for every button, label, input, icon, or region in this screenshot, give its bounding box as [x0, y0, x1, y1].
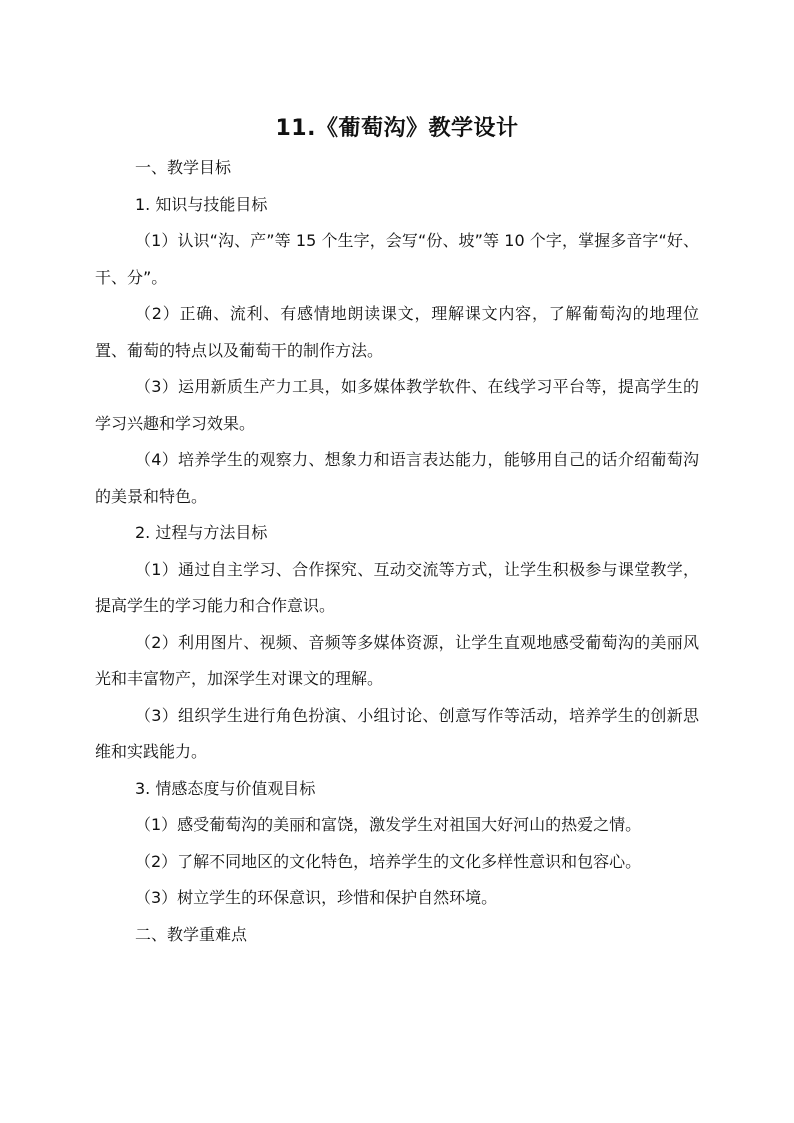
subheading-process-methods: 2. 过程与方法目标	[135, 523, 268, 542]
subheading-knowledge-skills: 1. 知识与技能目标	[135, 194, 268, 214]
section-heading-key-difficulties: 二、教学重难点	[135, 924, 248, 944]
paragraph-emotion-1: （1）感受葡萄沟的美丽和富饶，激发学生对祖国大好河山的热爱之情。	[135, 815, 642, 834]
paragraph-knowledge-1: （1）认识“沟、产”等 15 个生字，会写“份、坡”等 10 个字，掌握多音字“好、干、分”。	[95, 231, 699, 287]
paragraph-emotion-3: （3）树立学生的环保意识，珍惜和保护自然环境。	[135, 888, 498, 907]
section-heading-objectives: 一、教学目标	[135, 158, 232, 177]
subheading-emotion-values: 3. 情感态度与价值观目标	[135, 778, 316, 798]
paragraph-knowledge-3: （3）运用新质生产力工具，如多媒体教学软件、在线学习平台等，提高学生的学习兴趣和学习效果。	[95, 377, 699, 433]
document-page	[95, 112, 699, 953]
document-title: 11.《葡萄沟》教学设计	[275, 116, 519, 141]
paragraph-process-1: （1）通过自主学习、合作探究、互动交流等方式，让学生积极参与课堂教学，提高学生的学习能力和合作意识。	[95, 559, 699, 615]
paragraph-process-2: （2）利用图片、视频、音频等多媒体资源，让学生直观地感受葡萄沟的美丽风光和丰富物产，加深学生对课文的理解。	[95, 632, 699, 688]
paragraph-knowledge-2: （2）正确、流利、有感情地朗读课文，理解课文内容，了解葡萄沟的地理位置、葡萄的特点以及葡萄干的制作方法。	[95, 304, 699, 360]
paragraph-knowledge-4: （4）培养学生的观察力、想象力和语言表达能力，能够用自己的话介绍葡萄沟的美景和特色。	[95, 450, 699, 506]
paragraph-process-3: （3）组织学生进行角色扮演、小组讨论、创意写作等活动，培养学生的创新思维和实践能力。	[95, 705, 699, 761]
paragraph-emotion-2: （2）了解不同地区的文化特色，培养学生的文化多样性意识和包容心。	[135, 851, 642, 871]
